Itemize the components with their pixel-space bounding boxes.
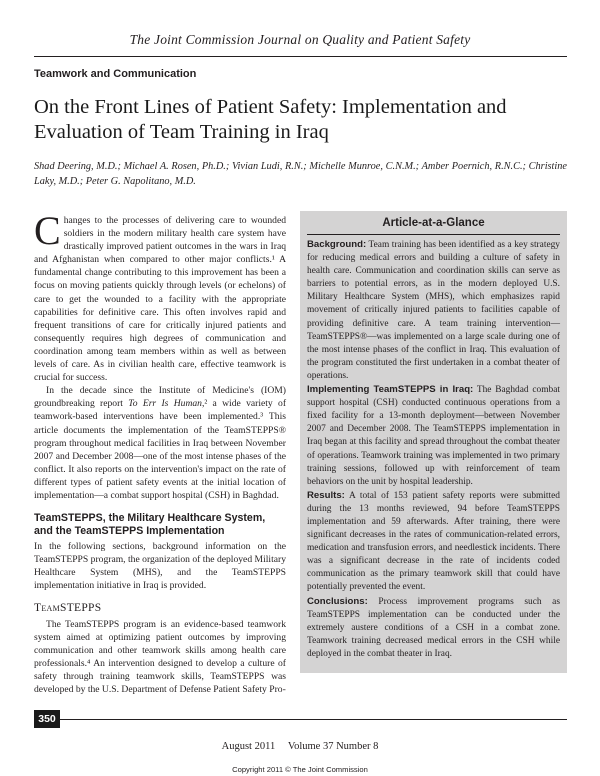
header-rule: [34, 56, 567, 57]
overview-paragraph: In the following sections, background information on the TeamSTEPPS program, the organization of the deployed Military Healthcare System (MHS), and the TeamSTEPPS implementation initiative in Iraq is provided.: [34, 541, 286, 592]
glance-background: Background: Team training has been identified as a key strategy for reducing medical errors and building a culture of safety in health care. Communication and coordination skills can serve as barriers to potential errors, as in the modern deployed U.S. Military Healthcare System (MHS), which emphasizes rapid movement of critically injured patients to facilities capable of providing definitive care. A team training intervention—TeamSTEPPS®—was implemented on a large scale during one of the most intense phases of the conflict in Iraq. This evaluation of the program constituted the first undertaken in a combat theater of operations.: [307, 239, 560, 381]
glance-conclusions: Conclusions: Process improvement programs such as TeamSTEPPS implementation can be conducted under the extremely austere conditions of a CSH in a combat zone. Teamwork training decreased medical errors in the CSH while deployed in the combat theater in Iraq.: [307, 595, 560, 659]
teamstepps-paragraph: The TeamSTEPPS program is an evidence-based teamwork system aimed at optimizing patient outcomes by improving communication and other teamwork skills among health care professionals.⁴ An intervention designed to develop a culture of safety through training teamwork skills, TeamSTEPPS was developed by the U.S. Department of Defense Patient Safety Pro-: [34, 618, 286, 695]
issue-info: [0, 741, 600, 752]
drop-cap: C: [34, 208, 61, 253]
footer-rule: [34, 719, 567, 720]
intro-paragraph: Changes to the processes of delivering care to wounded soldiers in the modern military health care system have drastically improved patient outcomes in the wars in Iraq and Afghanistan when compared to other major conflicts.¹ A fundamental change contributing to this improvement has been a focus on moving patients quickly through levels (or echelons) of care to get the wounded to a facility with the appropriate capabilities for definitive care. This often involves rapid and frequent transitions of care for critically injured patients and consequently requires high degrees of communication and coordination among team members within as well as between levels of care. As in civilian health care, effective teamwork is crucial for success.: [34, 208, 286, 384]
glance-rule: [307, 234, 560, 235]
body-column: [34, 208, 287, 696]
article-at-a-glance-box: [300, 211, 567, 673]
page-number: 350: [34, 710, 60, 728]
iom-paragraph: In the decade since the Institute of Medicine's (IOM) groundbreaking report To Err Is Human,² a wide variety of teamwork-based interventions have been implemented.³ This article documents the implementation of the TeamSTEPPS® program throughout medical facilities in Iraq between November 2007 and December 2008—one of the most intense phases of the conflict. It also reports on the intervention's impact on the rate of different types of patient safety events at the initial location of implementation—a combat support hospital (CSH) in Baghdad.: [34, 385, 287, 501]
issue-volume: Volume 37 Number 8: [287, 741, 379, 752]
glance-results: Results: A total of 153 patient safety reports were submitted during the 13 months reviewed, 94 before TeamSTEPPS implementation and 59 afterwards. After training, there were significant decreases in the rates of communication-related errors, medication and transfusion errors, and needlestick incidents. There was a significant decrease in the rate of incidents coded communication as the primary teamwork skill that could have potentially prevented the event.: [307, 489, 560, 593]
subheading-mhs: TeamSTEPPS, the Military Healthcare System, and the TeamSTEPPS Implementation: [34, 512, 266, 538]
issue-date: August 2011: [221, 741, 276, 752]
glance-title: Article-at-a-Glance: [382, 217, 485, 229]
copyright-notice: Copyright 2011 © The Joint Commission: [232, 765, 368, 774]
section-label: Teamwork and Communication: [34, 68, 197, 80]
glance-implementing: Implementing TeamSTEPPS in Iraq: The Baghdad combat support hospital (CSH) conducted continuous operations from a fixed facility for a 13-month deployment—between November 2007 and December 2008. The TeamSTEPPS implementation in Iraq began at this facility and spread throughout the combat theater of operations. Teamwork training was implemented in two primary training sessions, followed up with reinforcement of team behaviors on the unit by hospital leadership.: [307, 384, 560, 487]
author-list: Shad Deering, M.D.; Michael A. Rosen, Ph.D.; Vivian Ludi, R.N.; Michelle Munroe, C.N.M.; Amber Poernich, R.N.C.; Christine Laky, M.D.; Peter G. Napolitano, M.D.: [34, 161, 567, 187]
subheading-teamstepps: TeamSTEPPS: [34, 602, 102, 615]
journal-title: The Joint Commission Journal on Quality and Patient Safety: [129, 32, 471, 47]
article-title: On the Front Lines of Patient Safety: Implementation and Evaluation of Team Training in Iraq: [34, 96, 507, 143]
